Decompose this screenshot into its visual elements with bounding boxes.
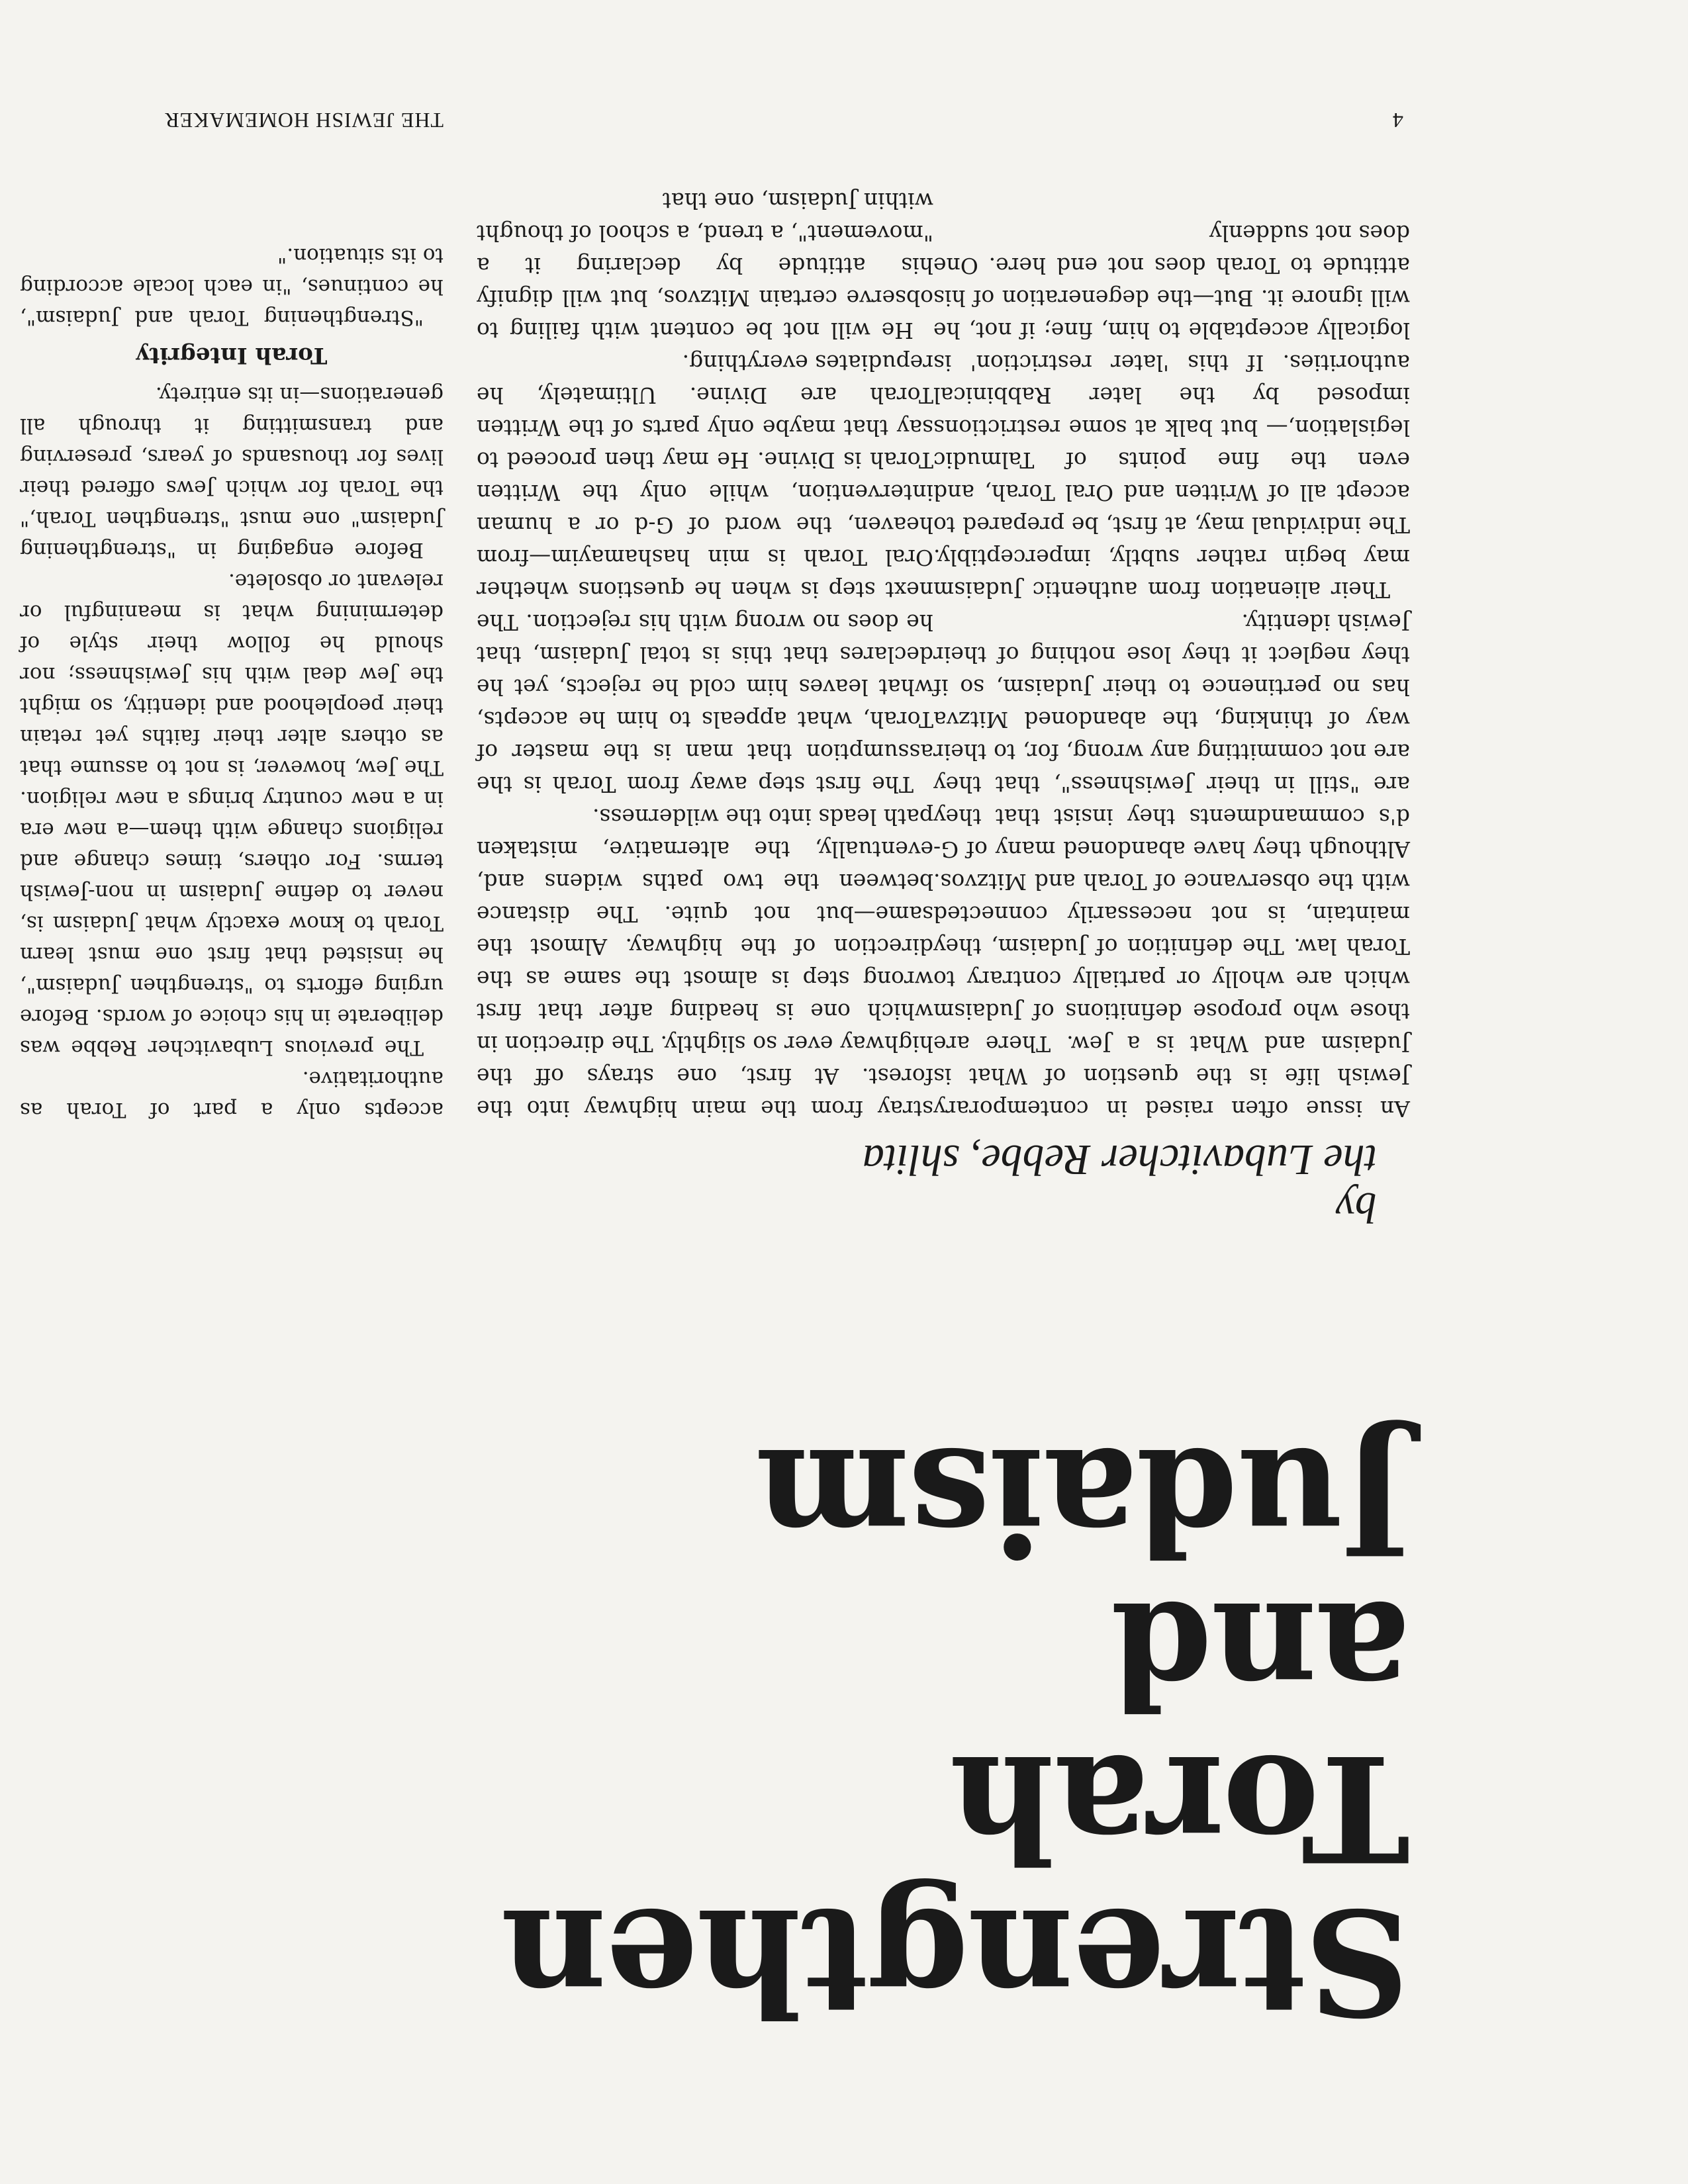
paragraph: Their alienation from authentic Judaism may begin rather subtly, imperceptibly. The individual may, at first, be prepared to accept all of Written and Oral Torah, and even the fine points of Talmudic legislation,— but balk at some restrictions imposed by the later Rabbinical authorities. If this 'later restriction' is logically acceptable to him, fine; if not, he will ignore it. But—the degeneration of his attitude to Torah does not end here. One does not suddenly (933, 220, 1410, 603)
byline-by: by (1335, 1183, 1377, 1232)
title-line-3: and (1111, 1569, 1410, 1741)
byline (516, 1136, 1377, 1231)
title-line-2: Torah (951, 1723, 1410, 1894)
title-line-4: Judaism (757, 1416, 1410, 1587)
text-column-1 (933, 217, 1410, 1125)
paragraph: The previous Lubavitcher Rebbe was deliberate in his choice of words. Before urging efforts to "strengthen Judaism", he insisted that first one must learn Torah to know exactly what Judaism is, never to define Judaism in non-Jewish terms. For others, times change and religions change with them—a new era in a new country brings a new religion. The Jew, however, is not to assume that as others alter their faiths yet retain their peoplehood and identity, so might the Jew deal with his Jewishness; nor should he follow their style of determining what is meaningful or relevant or obsolete. (20, 569, 444, 1060)
byline-author: the Lubavitcher Rebbe, shlita (862, 1136, 1377, 1184)
text-column-2 (477, 185, 933, 1125)
paragraph: An issue often raised in contemporary Jewish life is the question of What is Judaism and What is a Jew. There are those who propose definitions of Judaism which are wholly or partially contrary to Torah law. The definition of Judaism, they maintain, is not necessarily connected with the observance of Torah and Mitzvos. Although they have abandoned many of G-d's commandments they insist that they are "still in their Jewishness", that they are not committing any wrong, for, to their way of thinking, the abandoned Mitzva has no pertinence to their Judaism, so if they neglect it they lose nothing of their Jewish identity. (933, 610, 1410, 1122)
section-subheading: Torah Integrity (136, 342, 328, 369)
paragraph: He will not be content with failing to observe certain Mitzvos, but will dignify his attitude by declaring it a "movement", a trend, a school of thought within Judaism, one that (477, 188, 933, 343)
paragraph: The first step away from Torah is the assumption that man is the master of Torah, what appeals to him he accepts, what leaves him cold he rejects, yet he declares that this is total Judaism, that he does no wrong with his rejection. The next step is when he questions whether Oral Torah is min hashamayim—from heaven, the word of G-d or a human intervention, while only the Written Torah is Divine. He may then proceed to say that maybe only parts of the Written Torah are Divine. Ultimately, he repudiates everything. (477, 350, 933, 797)
paragraph: Before engaging in "strengthening Judaism" one must "strengthen Torah," the Torah for which Jews offered their lives for thousands of years, preserving and transmitting it through all generations—in its entirety. (20, 383, 444, 562)
running-title: THE JEWISH HOMEMAKER (164, 109, 444, 132)
title-line-1: Strengthen (502, 1876, 1410, 2048)
paragraph: accepts only a part of Torah as authoritative. (20, 1067, 444, 1122)
page-number: 4 (1392, 109, 1403, 132)
paragraph: "Strengthening Torah and Judaism", he continues, "in each locale according to its situation." (20, 244, 444, 330)
article-title (502, 1416, 1410, 2048)
text-column-3 (20, 240, 444, 1125)
paragraph: stray from the main highway into the forest. At first, one strays off the highway ever so slightly. The direction in which one is heading after that first wrong step is almost the same as the direction of the highway. Almost the same—but not quite. The distance between the two paths widens and, eventually, the alternative, mistaken path leads into the wilderness. (477, 804, 933, 1122)
